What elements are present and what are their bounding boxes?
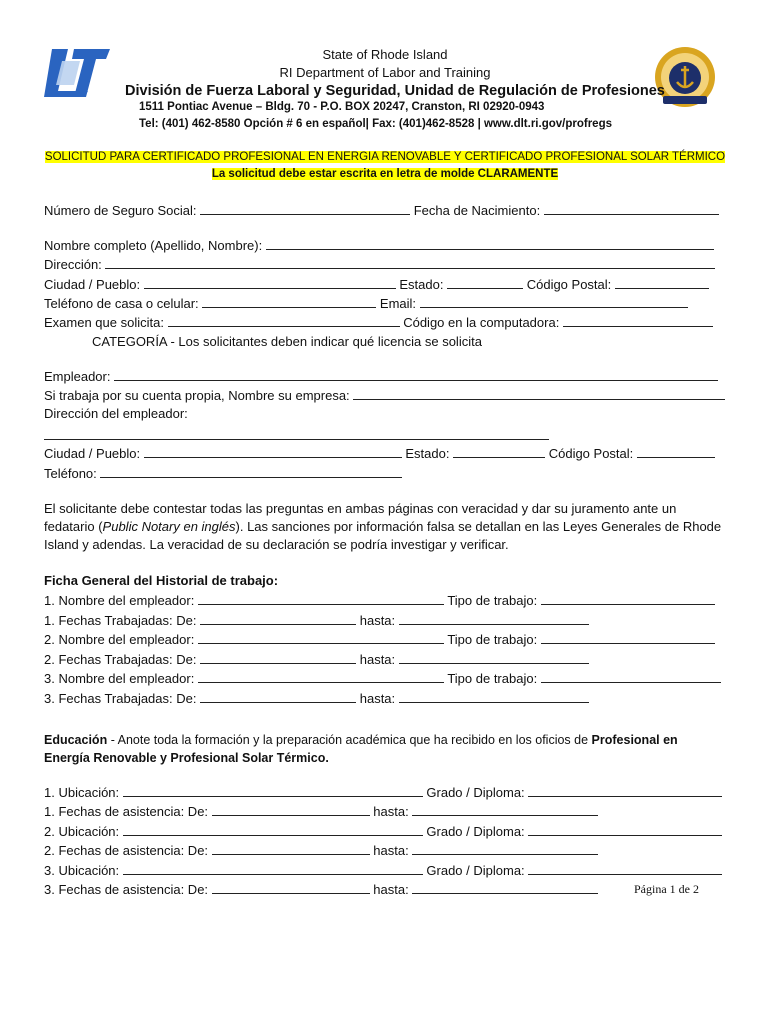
work-employer-field[interactable] <box>198 670 444 683</box>
education-degree-field[interactable] <box>528 862 722 875</box>
address-row: Dirección: <box>44 256 715 272</box>
education-date-from-field[interactable] <box>212 842 370 855</box>
work-date-from-field[interactable] <box>200 690 356 703</box>
state-name: State of Rhode Island <box>322 47 448 62</box>
state-field[interactable] <box>447 276 523 289</box>
work-employer-row: 2. Nombre del empleador: Tipo de trabajo: <box>44 631 715 647</box>
rhode-island-seal-icon <box>653 44 717 110</box>
exam-field[interactable] <box>168 314 400 327</box>
work-type-field[interactable] <box>541 670 721 683</box>
education-location-field[interactable] <box>123 823 423 836</box>
work-history-heading: Ficha General del Historial de trabajo: <box>44 573 279 588</box>
employer-address-field[interactable] <box>44 438 549 440</box>
computer-code-field[interactable] <box>563 314 713 327</box>
education-location-field[interactable] <box>123 784 423 797</box>
education-dates-row: 3. Fechas de asistencia: De: hasta: <box>44 881 598 897</box>
form-title-banner: SOLICITUD PARA CERTIFICADO PROFESIONAL EN ENERGIA RENOVABLE Y CERTIFICADO PROFESIONAL SOLAR TÉRMICO <box>44 151 726 163</box>
office-address: 1511 Pontiac Avenue – Bldg. 70 - P.O. BOX 20247, Cranston, RI 02920-0943 <box>139 101 545 113</box>
form-subtitle-banner: La solicitud debe estar escrita en letra de molde CLARAMENTE <box>211 168 559 180</box>
city-field[interactable] <box>144 276 396 289</box>
work-dates-row: 2. Fechas Trabajadas: De: hasta: <box>44 651 589 667</box>
division-title: División de Fuerza Laboral y Seguridad, Unidad de Regulación de Profesiones <box>125 83 665 99</box>
birthdate-field[interactable] <box>544 202 719 215</box>
work-dates-row: 3. Fechas Trabajadas: De: hasta: <box>44 690 589 706</box>
work-employer-field[interactable] <box>198 592 444 605</box>
office-contact: Tel: (401) 462-8580 Opción # 6 en español| Fax: (401)462-8528 | www.dlt.ri.gov/profregs <box>139 118 612 130</box>
education-dates-row: 2. Fechas de asistencia: De: hasta: <box>44 842 598 858</box>
education-date-to-field[interactable] <box>412 842 598 855</box>
work-date-from-field[interactable] <box>200 612 356 625</box>
work-date-to-field[interactable] <box>399 690 589 703</box>
phone-row: Teléfono de casa o celular: Email: <box>44 295 688 311</box>
education-date-to-field[interactable] <box>412 881 598 894</box>
dlt-logo-icon <box>44 47 112 99</box>
work-date-from-field[interactable] <box>200 651 356 664</box>
work-type-field[interactable] <box>541 592 715 605</box>
work-date-to-field[interactable] <box>399 612 589 625</box>
education-location-field[interactable] <box>123 862 423 875</box>
home-phone-field[interactable] <box>202 295 376 308</box>
employer-phone-row: Teléfono: <box>44 465 402 481</box>
work-type-field[interactable] <box>541 631 715 644</box>
education-location-row: 1. Ubicación: Grado / Diploma: <box>44 784 722 800</box>
employer-address-label: Dirección del empleador: <box>44 406 188 421</box>
employer-phone-field[interactable] <box>100 465 402 478</box>
employer-field[interactable] <box>114 368 718 381</box>
education-date-from-field[interactable] <box>212 803 370 816</box>
work-dates-row: 1. Fechas Trabajadas: De: hasta: <box>44 612 589 628</box>
employer-row: Empleador: <box>44 368 718 384</box>
city-row: Ciudad / Pueblo: Estado: Código Postal: <box>44 276 709 292</box>
education-degree-field[interactable] <box>528 784 722 797</box>
company-name-field[interactable] <box>353 387 725 400</box>
ssn-row: Número de Seguro Social: Fecha de Nacimiento: <box>44 202 719 218</box>
ssn-field[interactable] <box>200 202 410 215</box>
email-field[interactable] <box>420 295 688 308</box>
department-name: RI Department of Labor and Training <box>279 65 491 80</box>
education-location-row: 2. Ubicación: Grado / Diploma: <box>44 823 722 839</box>
exam-row: Examen que solicita: Código en la computadora: <box>44 314 713 330</box>
employer-zip-field[interactable] <box>637 445 715 458</box>
page-number: Página 1 de 2 <box>634 882 699 896</box>
education-dates-row: 1. Fechas de asistencia: De: hasta: <box>44 803 598 819</box>
education-location-row: 3. Ubicación: Grado / Diploma: <box>44 862 722 878</box>
employer-city-row: Ciudad / Pueblo: Estado: Código Postal: <box>44 445 715 461</box>
education-date-from-field[interactable] <box>212 881 370 894</box>
education-date-to-field[interactable] <box>412 803 598 816</box>
address-field[interactable] <box>105 256 715 269</box>
employer-state-field[interactable] <box>453 445 545 458</box>
work-employer-field[interactable] <box>198 631 444 644</box>
education-degree-field[interactable] <box>528 823 722 836</box>
full-name-row: Nombre completo (Apellido, Nombre): <box>44 237 714 253</box>
category-instruction: CATEGORÍA - Los solicitantes deben indicar qué licencia se solicita <box>92 334 482 349</box>
work-date-to-field[interactable] <box>399 651 589 664</box>
work-employer-row: 1. Nombre del empleador: Tipo de trabajo: <box>44 592 715 608</box>
education-instruction: Educación - Anote toda la formación y la preparación académica que ha recibido en los oficios de Profesional en Energía Renovable y Profesional Solar Térmico. <box>44 733 678 765</box>
work-employer-row: 3. Nombre del empleador: Tipo de trabajo: <box>44 670 721 686</box>
self-employed-row: Si trabaja por su cuenta propia, Nombre su empresa: <box>44 387 725 403</box>
zip-field[interactable] <box>615 276 709 289</box>
employer-city-field[interactable] <box>144 445 402 458</box>
oath-paragraph: El solicitante debe contestar todas las preguntas en ambas páginas con veracidad y dar su juramento ante un fedatario (Public Notary en inglés). Las sanciones por información falsa se detallan en las Leyes Generales de Rhode Island y adendas. La veracidad de su declaración se podría investigar y verificar. <box>44 501 722 552</box>
full-name-field[interactable] <box>266 237 714 250</box>
